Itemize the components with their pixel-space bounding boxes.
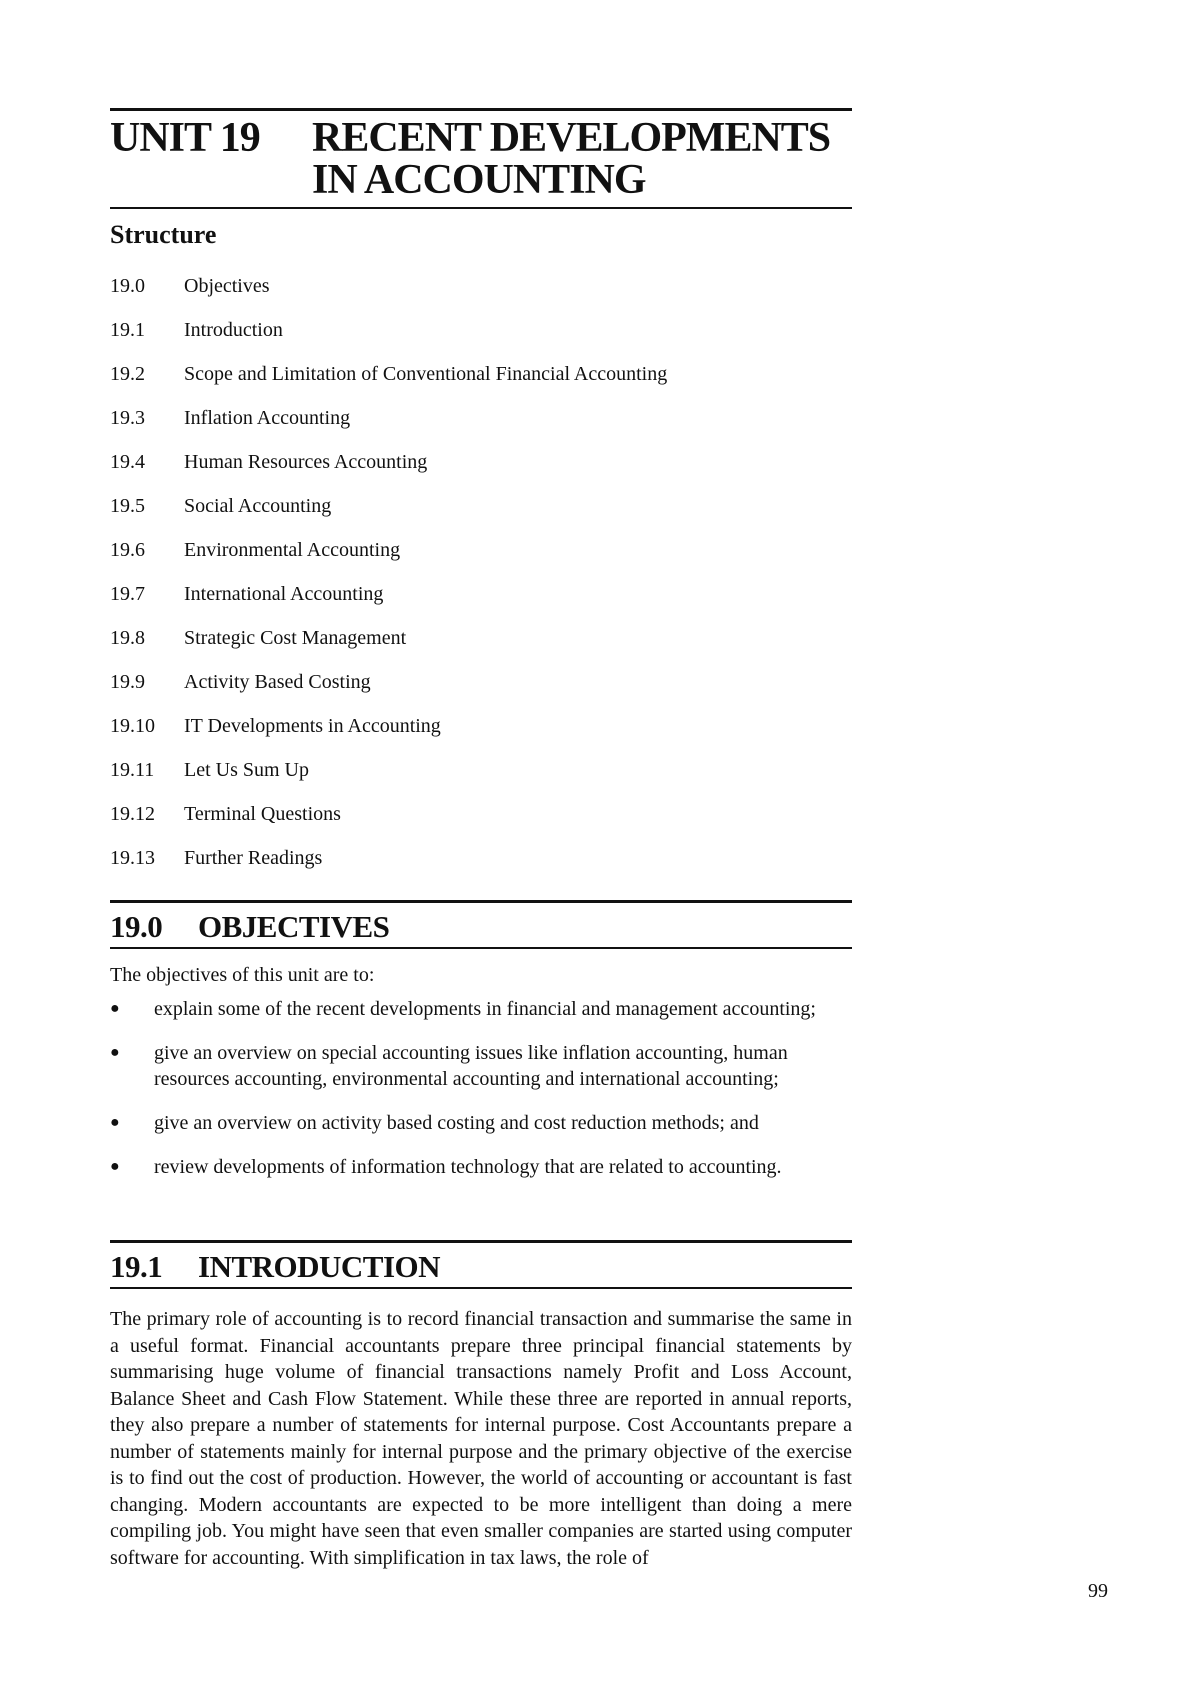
objectives-section-title: OBJECTIVES [198, 909, 390, 944]
structure-item-label: International Accounting [184, 583, 384, 605]
structure-item [110, 752, 852, 796]
structure-item-number: 19.9 [110, 671, 145, 693]
structure-item-number: 19.0 [110, 275, 145, 297]
unit-title [312, 117, 830, 201]
structure-item-label: Scope and Limitation of Conventional Financial Accounting [184, 363, 668, 385]
unit-title-line-2: IN ACCOUNTING [312, 157, 646, 203]
structure-item [110, 576, 852, 620]
unit-title-block [110, 108, 852, 209]
unit-title-line-1: RECENT DEVELOPMENTS [312, 115, 831, 161]
objectives-bottom-rule [110, 947, 852, 949]
structure-heading: Structure [110, 220, 217, 249]
structure-item-label: Strategic Cost Management [184, 627, 407, 649]
structure-item [110, 356, 852, 400]
structure-item-label: Introduction [184, 319, 283, 341]
structure-item [110, 400, 852, 444]
structure-item [110, 620, 852, 664]
objective-text: review developments of information technology that are related to accounting. [154, 1156, 782, 1178]
objectives-section-header [110, 900, 852, 949]
objectives-section-number: 19.0 [110, 909, 163, 944]
structure-item-number: 19.3 [110, 407, 145, 429]
objective-item [110, 1154, 852, 1180]
introduction-section-number: 19.1 [110, 1249, 163, 1284]
structure-item [110, 840, 852, 884]
objective-item [110, 1040, 852, 1092]
structure-item-label: Objectives [184, 275, 270, 297]
structure-item-number: 19.5 [110, 495, 145, 517]
objective-text: give an overview on special accounting issues like inflation accounting, human resources accounting, environmental accounting and international accounting; [154, 1042, 788, 1090]
structure-item-label: Let Us Sum Up [184, 759, 309, 781]
structure-item [110, 796, 852, 840]
structure-item-number: 19.4 [110, 451, 145, 473]
bullet-icon: ● [110, 1000, 120, 1017]
objectives-intro: The objectives of this unit are to: [110, 964, 375, 986]
structure-item-number: 19.8 [110, 627, 145, 649]
objective-text: explain some of the recent developments in financial and management accounting; [154, 998, 816, 1020]
introduction-section-header [110, 1240, 852, 1289]
structure-item-label: Inflation Accounting [184, 407, 351, 429]
structure-item-label: Environmental Accounting [184, 539, 401, 561]
structure-item-label: Further Readings [184, 847, 323, 869]
structure-item [110, 664, 852, 708]
structure-item-number: 19.13 [110, 847, 155, 869]
unit-label: UNIT 19 [110, 115, 260, 161]
structure-list [110, 268, 852, 884]
objectives-list [110, 996, 852, 1198]
objective-text: give an overview on activity based costing and cost reduction methods; and [154, 1112, 759, 1134]
structure-item-label: Human Resources Accounting [184, 451, 428, 473]
structure-item [110, 708, 852, 752]
structure-item-label: Social Accounting [184, 495, 332, 517]
structure-item-number: 19.6 [110, 539, 145, 561]
introduction-section-title: INTRODUCTION [198, 1249, 441, 1284]
structure-item-number: 19.7 [110, 583, 145, 605]
bullet-icon: ● [110, 1114, 120, 1131]
introduction-body: The primary role of accounting is to record financial transaction and summarise the same in a useful format. Financial accountants prepare three principal financial statements by summarising huge volume of financial transactions namely Profit and Loss Account, Balance Sheet and Cash Flow Statement. While these three are reported in annual reports, they also prepare a number of statements for internal purpose. Cost Accountants prepare a number of statements mainly for internal purpose and the primary objective of the exercise is to find out the cost of production. However, the world of accounting or accountant is fast changing. Modern accountants are expected to be more intelligent than doing a mere compiling job. You might have seen that even smaller companies are started using computer software for accounting. With simplification in tax laws, the role of [110, 1308, 852, 1569]
structure-item [110, 488, 852, 532]
structure-item [110, 444, 852, 488]
structure-item-label: IT Developments in Accounting [184, 715, 441, 737]
structure-item-number: 19.2 [110, 363, 145, 385]
structure-item-label: Terminal Questions [184, 803, 341, 825]
title-bottom-rule [110, 207, 852, 209]
structure-item [110, 268, 852, 312]
structure-item [110, 532, 852, 576]
bullet-icon: ● [110, 1044, 120, 1061]
objective-item [110, 1110, 852, 1136]
objective-item [110, 996, 852, 1022]
bullet-icon: ● [110, 1158, 120, 1175]
structure-item-label: Activity Based Costing [184, 671, 371, 693]
page-number: 99 [1088, 1580, 1108, 1602]
introduction-bottom-rule [110, 1287, 852, 1289]
structure-item-number: 19.12 [110, 803, 155, 825]
structure-item-number: 19.10 [110, 715, 155, 737]
structure-item-number: 19.11 [110, 759, 155, 781]
structure-item-number: 19.1 [110, 319, 145, 341]
structure-item [110, 312, 852, 356]
